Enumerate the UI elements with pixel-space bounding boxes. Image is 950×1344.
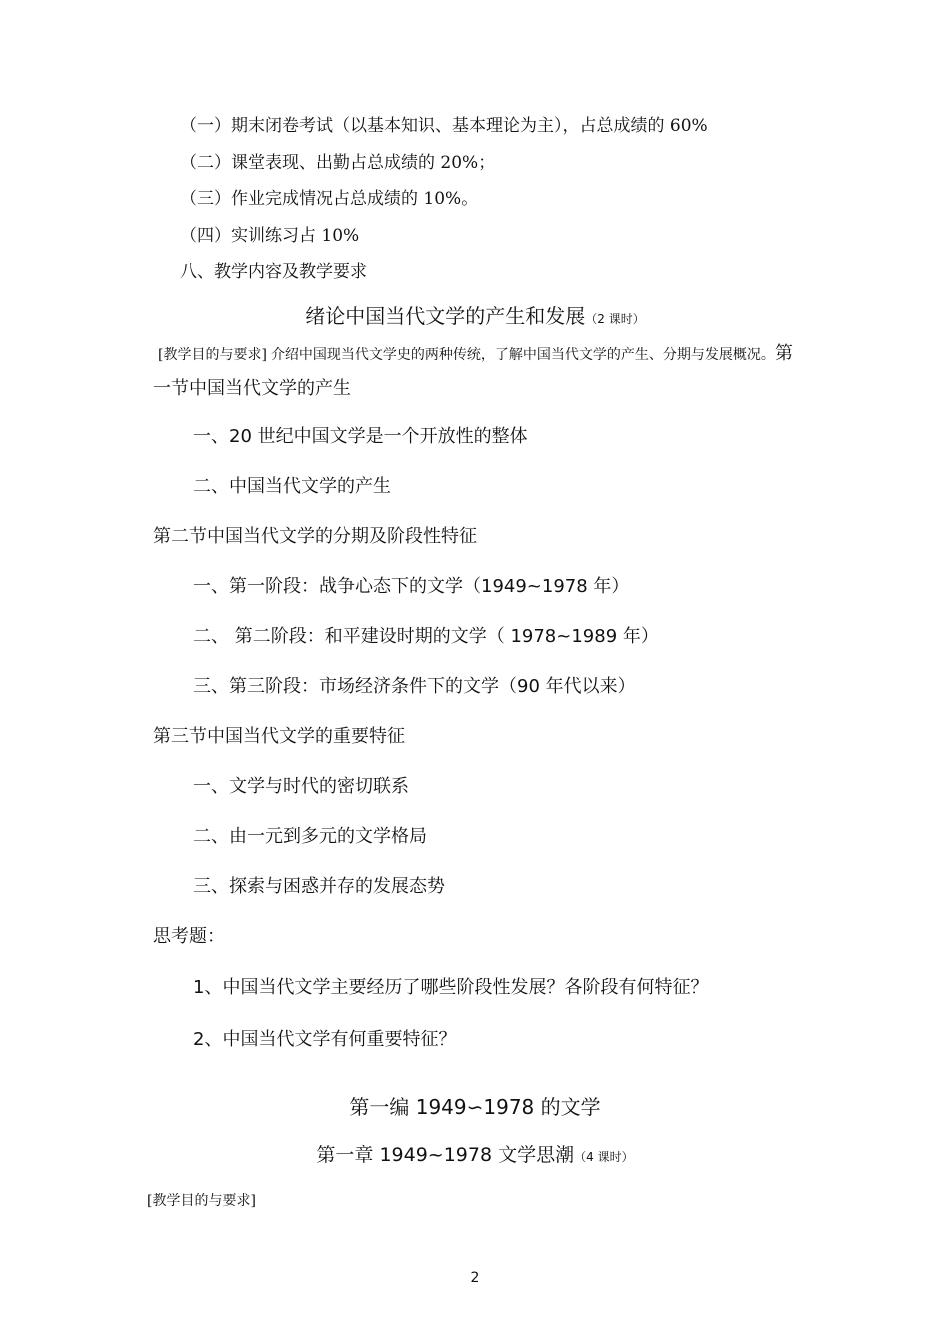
- section-1-item-1: 一、20 世纪中国文学是一个开放性的整体: [193, 426, 528, 447]
- section-2-title: 第二节中国当代文学的分期及阶段性特征: [153, 526, 477, 547]
- question-1: 1、中国当代文学主要经历了哪些阶段性发展？各阶段有何特征？: [193, 977, 709, 998]
- assessment-item-2: （二）课堂表现、出勤占总成绩的 20%；: [180, 153, 496, 173]
- part-1-title: 第一编 1949∽1978 的文学: [349, 1095, 601, 1119]
- question-2: 2、中国当代文学有何重要特征？: [193, 1029, 457, 1050]
- chapter-1-title: [0, 1146, 950, 1165]
- section-3-item-3: 三、探索与困惑并存的发展态势: [193, 876, 445, 897]
- intro-title-text: 绪论中国当代文学的产生和发展: [305, 304, 586, 328]
- chapter-1-title-text: 第一章 1949~1978 文学思潮: [316, 1144, 575, 1166]
- intro-objective-trail: 第: [774, 343, 793, 364]
- chapter-1-objective-label: [教学目的与要求]: [147, 1193, 256, 1209]
- section-3-title: 第三节中国当代文学的重要特征: [153, 726, 405, 747]
- section-1-title: 一节中国当代文学的产生: [153, 378, 351, 399]
- intro-objective-label: [教学目的与要求]: [158, 347, 267, 363]
- intro-hours: （2 课时）: [585, 312, 645, 326]
- questions-label: 思考题：: [153, 926, 225, 947]
- section-2-item-3: 三、第三阶段：市场经济条件下的文学（90 年代以来）: [193, 676, 636, 697]
- chapter-1-hours: （4 课时）: [574, 1150, 634, 1164]
- intro-objective: [158, 345, 793, 363]
- section-2-item-2: 二、 第二阶段：和平建设时期的文学（ 1978~1989 年）: [193, 626, 659, 647]
- section-3-item-2: 二、由一元到多元的文学格局: [193, 826, 427, 847]
- section-heading-8: 八、教学内容及教学要求: [180, 262, 367, 282]
- intro-title: [0, 306, 950, 326]
- page-number: 2: [470, 1270, 480, 1286]
- section-3-item-1: 一、文学与时代的密切联系: [193, 776, 409, 797]
- assessment-item-4: （四）实训练习占 10%: [180, 226, 360, 246]
- section-2-item-1: 一、第一阶段：战争心态下的文学（1949~1978 年）: [193, 576, 630, 597]
- intro-objective-text: 介绍中国现当代文学史的两种传统，了解中国当代文学的产生、分期与发展概况。: [270, 347, 775, 363]
- assessment-item-1: （一）期末闭卷考试（以基本知识、基本理论为主），占总成绩的 60%: [180, 116, 708, 136]
- section-1-item-2: 二、中国当代文学的产生: [193, 476, 391, 497]
- assessment-item-3: （三）作业完成情况占总成绩的 10%。: [180, 189, 479, 209]
